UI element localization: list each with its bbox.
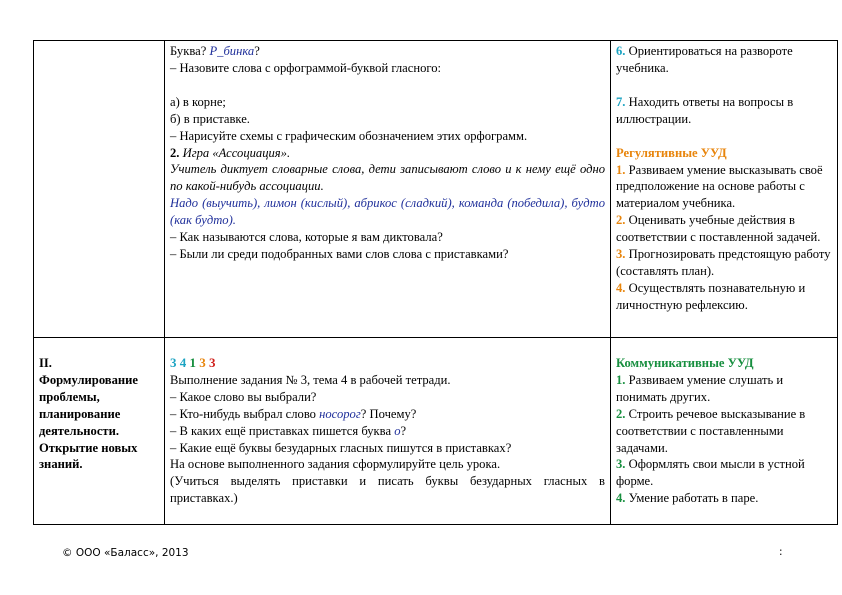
footer-mark: : (779, 546, 783, 558)
item-text: Развиваем умение высказывать своё предположение на основе работы с материалом учебника. (616, 162, 823, 211)
item-text: Прогнозировать предстоящую работу (составлять план). (616, 247, 831, 278)
code-digit: 3 (199, 355, 206, 370)
text: ? Почему? (360, 406, 417, 421)
item-text: Умение работать в паре. (625, 491, 759, 506)
example-word: Р_бинка (209, 44, 255, 58)
item-number: 7. (616, 94, 626, 109)
communicative-uud-heading: Коммуникативные УУД (616, 356, 754, 370)
lesson-goal: (Учиться выделять приставки и писать буквы безударных гласных в приставках.) (170, 474, 605, 506)
text: ? (254, 44, 260, 58)
item-number: 1. (616, 162, 626, 177)
text-line: – Какое слово вы выбрали? (170, 389, 317, 404)
uud-cell (611, 41, 838, 338)
text-line: – Нарисуйте схемы с графическим обозначением этих орфограмм. (170, 128, 528, 143)
item-text: Ориентироваться на развороте учебника. (616, 44, 793, 75)
item-number: 1. (616, 372, 626, 387)
uud-cell (611, 338, 838, 525)
dictation-words: Надо (выучить), лимон (кислый), абрикос (сладкий), команда (победила), будто (как будто). (170, 196, 605, 228)
uud-item (616, 372, 832, 406)
item-text: Оформлять свои мысли в устной форме. (616, 457, 805, 489)
uud-item (616, 490, 832, 507)
text-line: – Были ли среди подобранных вами слов слова с приставками? (170, 246, 509, 261)
code-digit: 4 (179, 355, 187, 370)
table-row (34, 338, 838, 525)
stage-number: II. (39, 356, 52, 370)
lesson-table (33, 40, 838, 525)
text: ? (400, 423, 407, 438)
code-digit: 1 (189, 355, 196, 370)
text-line (170, 423, 605, 440)
item-number: 3. (616, 457, 626, 472)
teacher-activity-cell (165, 41, 611, 338)
item-text: Осуществлять познавательную и личностную рефлексию. (616, 280, 806, 312)
text: – Кто-нибудь выбрал слово (170, 406, 320, 421)
item-number: 3. (616, 247, 626, 262)
code-digit: 3 (209, 355, 216, 370)
item-text: Развиваем умение слушать и понимать других. (616, 372, 784, 404)
teacher-activity-cell (165, 338, 611, 525)
spacer (616, 128, 832, 145)
item-number: 4. (616, 491, 626, 506)
text-line: На основе выполненного задания сформулируйте цель урока. (170, 457, 501, 472)
stage-cell-empty (34, 41, 165, 338)
item-number: 4. (616, 280, 626, 295)
text-line: б) в приставке. (170, 111, 250, 126)
text-line: – Какие ещё буквы безударных гласных пишутся в приставках? (170, 440, 512, 455)
text: Буква? (170, 44, 210, 58)
spacer (170, 77, 605, 94)
uud-item (616, 246, 832, 280)
copyright-footer: © ООО «Баласс», 2013 (62, 547, 189, 559)
text-line: а) в корне; (170, 94, 226, 109)
text-line (170, 43, 605, 60)
example-word: носорог (319, 406, 361, 421)
text: – В каких ещё приставках пишется буква (170, 423, 395, 438)
game-title: Игра «Ассоциация». (179, 145, 291, 160)
item-number: 6. (616, 44, 626, 58)
regulative-uud-heading: Регулятивные УУД (616, 145, 727, 160)
text-line: Выполнение задания № 3, тема 4 в рабочей тетради. (170, 372, 451, 387)
uud-item (616, 212, 832, 246)
uud-item (616, 456, 832, 490)
spacer (616, 77, 832, 94)
uud-item (616, 280, 832, 314)
text-line (170, 145, 605, 162)
text-line: – Как называются слова, которые я вам диктовала? (170, 230, 443, 245)
item-text: Находить ответы на вопросы в иллюстрации. (616, 94, 794, 126)
item-number: 2. (616, 406, 626, 421)
uud-item (616, 406, 832, 457)
example-letter: о (394, 423, 401, 438)
text-line: – Назовите слова с орфограммой-буквой гласного: (170, 60, 442, 75)
instruction-text: Учитель диктует словарные слова, дети записывают слово и к нему ещё одно по какой-нибудь ассоциации. (170, 162, 605, 194)
item-text: Строить речевое высказывание в соответствии с поставленными задачами. (616, 406, 806, 455)
code-digit: 3 (170, 355, 177, 370)
stage-title: Формулирование проблемы, планирование деятельности. Открытие новых знаний. (39, 372, 138, 472)
slide-codes (170, 355, 605, 372)
uud-item (616, 94, 832, 128)
item-number: 2. (616, 213, 626, 228)
uud-item (616, 43, 832, 77)
stage-cell (34, 338, 165, 525)
item-number: 2. (170, 145, 180, 160)
uud-item (616, 162, 832, 213)
item-text: Оценивать учебные действия в соответствии с поставленной задачей. (616, 213, 821, 245)
text-line (170, 406, 605, 423)
table-row (34, 41, 838, 338)
